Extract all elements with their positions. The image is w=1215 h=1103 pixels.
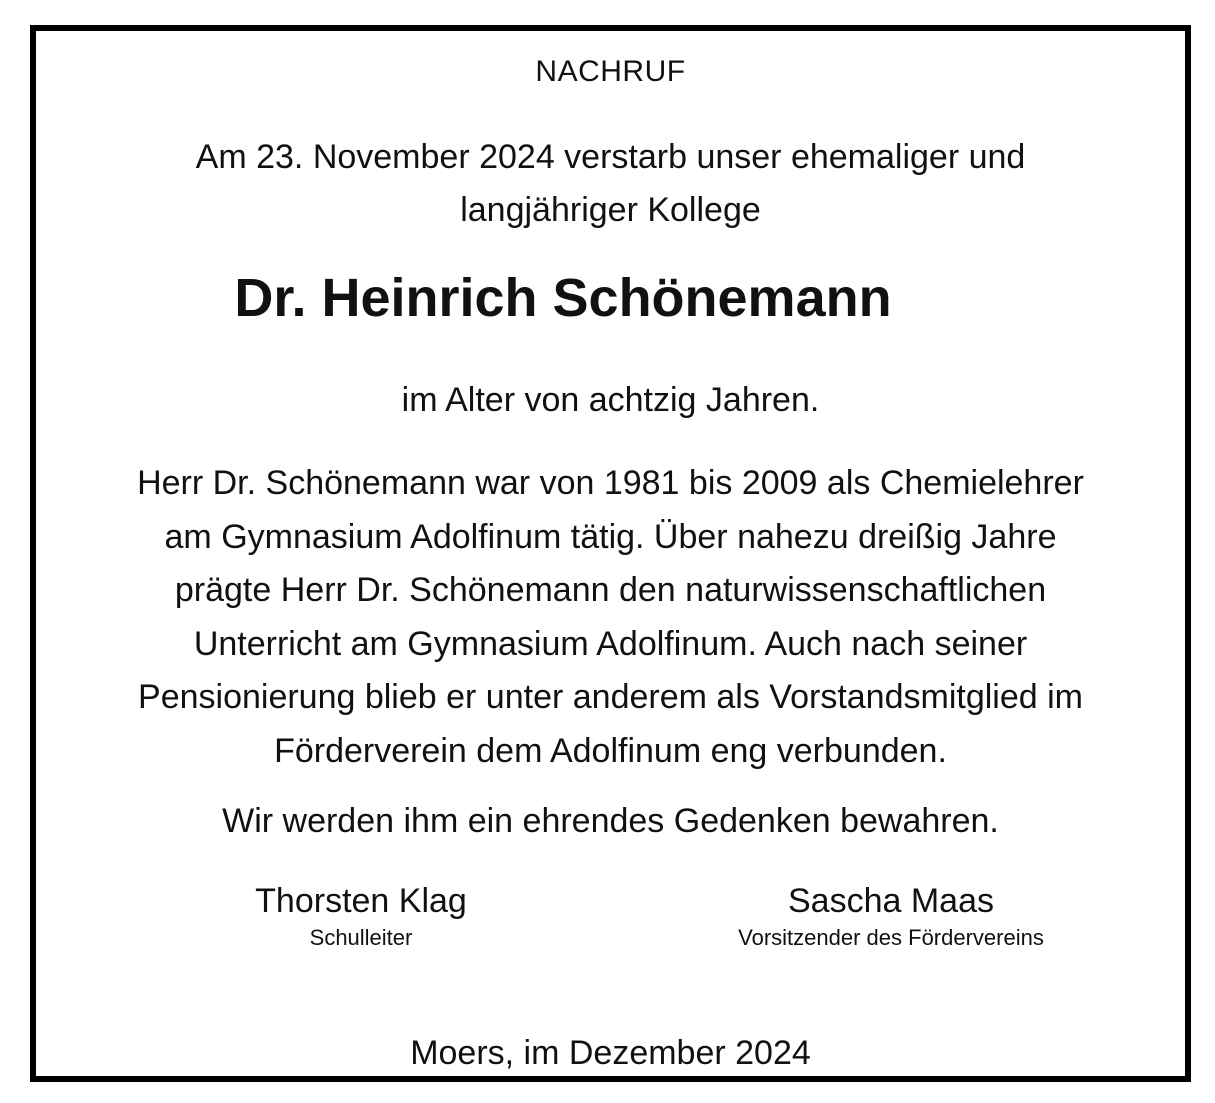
intro-line: langjähriger Kollege — [460, 191, 761, 229]
signatory-right — [696, 881, 1086, 953]
closing-text: Wir werden ihm ein ehrendes Gedenken bewahren. — [222, 802, 999, 840]
deceased-name: Dr. Heinrich Schönemann — [234, 268, 892, 328]
obituary-heading: NACHRUF — [535, 55, 686, 88]
intro-line: Am 23. November 2024 verstarb unser ehemaliger und — [195, 138, 1026, 176]
body-line: prägte Herr Dr. Schönemann den naturwissenschaftlichen — [174, 571, 1047, 609]
signatory-name: Thorsten Klag — [255, 882, 467, 920]
obituary-body — [36, 457, 1185, 778]
obituary-frame — [30, 25, 1191, 1082]
body-line: Pensionierung blieb er unter anderem als Vorstandsmitglied im — [138, 678, 1083, 716]
signatory-left — [226, 881, 496, 953]
signatory-name: Sascha Maas — [788, 882, 994, 920]
body-line: am Gymnasium Adolfinum tätig. Über nahezu dreißig Jahre — [164, 517, 1057, 556]
body-line: Herr Dr. Schönemann war von 1981 bis 2009 als Chemielehrer — [137, 464, 1084, 502]
signatory-role: Schulleiter — [309, 925, 413, 950]
place-date: Moers, im Dezember 2024 — [410, 1034, 811, 1072]
body-line: Unterricht am Gymnasium Adolfinum. Auch nach seiner — [193, 624, 1028, 663]
intro-text — [36, 131, 1185, 237]
body-line: Förderverein dem Adolfinum eng verbunden. — [274, 731, 947, 770]
age-text: im Alter von achtzig Jahren. — [401, 381, 820, 419]
signatory-role: Vorsitzender des Fördervereins — [738, 925, 1044, 950]
